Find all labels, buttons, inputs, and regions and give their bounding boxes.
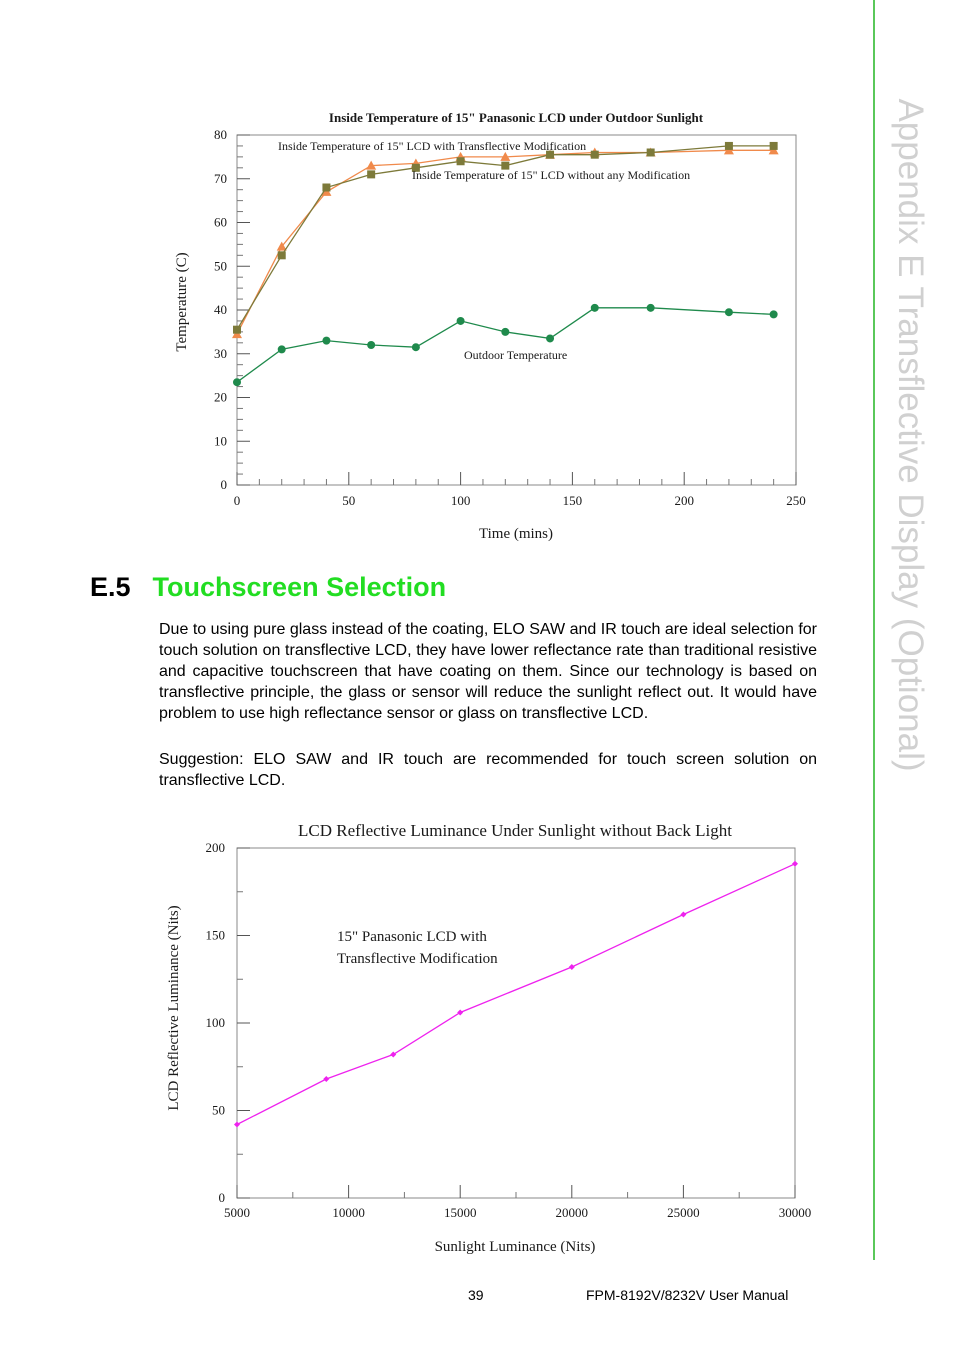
x-tick-label: 100 (450, 493, 471, 508)
x-tick-label: 5000 (224, 1205, 250, 1220)
chart1-xlabel: Time (mins) (478, 526, 554, 542)
y-tick-label: 200 (205, 840, 225, 855)
chart1-ylabel: Temperature (C) (174, 252, 190, 352)
y-tick-label: 80 (214, 127, 227, 142)
chart2-title: LCD Reflective Luminance Under Sunlight without Back Light (298, 821, 732, 840)
x-tick-label: 25000 (667, 1205, 700, 1220)
x-tick-label: 50 (342, 493, 356, 508)
x-tick-label: 10000 (332, 1205, 365, 1220)
chart2-series-annotation: 15" Panasonic LCD with Transflective Modification (337, 929, 498, 967)
y-tick-label: 60 (214, 214, 227, 230)
x-tick-label: 20000 (555, 1205, 589, 1220)
side-appendix-title: Appendix E Transflective Display (Optional) (891, 98, 930, 772)
series-0-point (680, 912, 686, 918)
series-0-point (569, 964, 575, 970)
y-tick-label: 50 (214, 258, 227, 274)
chart1-title: Inside Temperature of 15" Panasonic LCD under Outdoor Sunlight (328, 110, 704, 125)
y-tick-label: 10 (214, 433, 227, 449)
y-tick-label: 50 (212, 1102, 225, 1118)
y-tick-label: 0 (218, 1190, 225, 1205)
chart1-legend-3: Outdoor Temperature (464, 348, 568, 362)
page-number: 39 (468, 1287, 484, 1303)
series-line-0 (237, 864, 795, 1125)
chart2-plot-frame (237, 848, 795, 1198)
chart1-legend-1: Inside Temperature of 15" LCD with Transflective Modification (278, 139, 587, 153)
section-number: E.5 (90, 572, 131, 602)
chart2-xlabel: Sunlight Luminance (Nits) (434, 1239, 596, 1255)
x-tick-label: 250 (786, 493, 806, 508)
x-tick-label: 0 (233, 493, 241, 508)
series-0-point (457, 1010, 463, 1016)
y-tick-label: 150 (205, 927, 225, 943)
section-paragraph-2: Suggestion: ELO SAW and IR touch are recommended for touch screen solution on transflective LCD. (159, 751, 817, 789)
chart2-ylabel: LCD Reflective Luminance (Nits) (166, 905, 182, 1111)
x-tick-label: 200 (674, 493, 694, 508)
chart1-legend-2: Inside Temperature of 15" LCD without any Modification (412, 168, 691, 182)
x-tick-label: 150 (562, 493, 583, 508)
y-tick-label: 0 (220, 477, 227, 492)
x-tick-label: 15000 (443, 1205, 477, 1220)
series-0-point (323, 1076, 329, 1082)
y-tick-label: 30 (214, 345, 227, 361)
y-tick-label: 20 (214, 389, 227, 405)
y-tick-label: 100 (205, 1015, 225, 1030)
series-0-point (792, 861, 798, 867)
y-tick-label: 40 (214, 302, 227, 317)
x-tick-label: 30000 (778, 1205, 812, 1220)
manual-title: FPM-8192V/8232V User Manual (586, 1287, 789, 1303)
section-title: Touchscreen Selection (152, 572, 447, 602)
section-paragraph-1: Due to using pure glass instead of the coating, ELO SAW and IR touch are ideal selection for touch solution on transflective LCD, they have lower reflectance rate than traditional resistive and capacitive touchscreen that have coating on them. Since our technology is based on transflective principle, the glass or sensor will reduce the sunlight reflect out. It would have problem to use high reflectance sensor or glass on transflective LCD. (159, 621, 817, 722)
y-tick-label: 70 (214, 170, 227, 186)
series-0-point (234, 1122, 240, 1128)
